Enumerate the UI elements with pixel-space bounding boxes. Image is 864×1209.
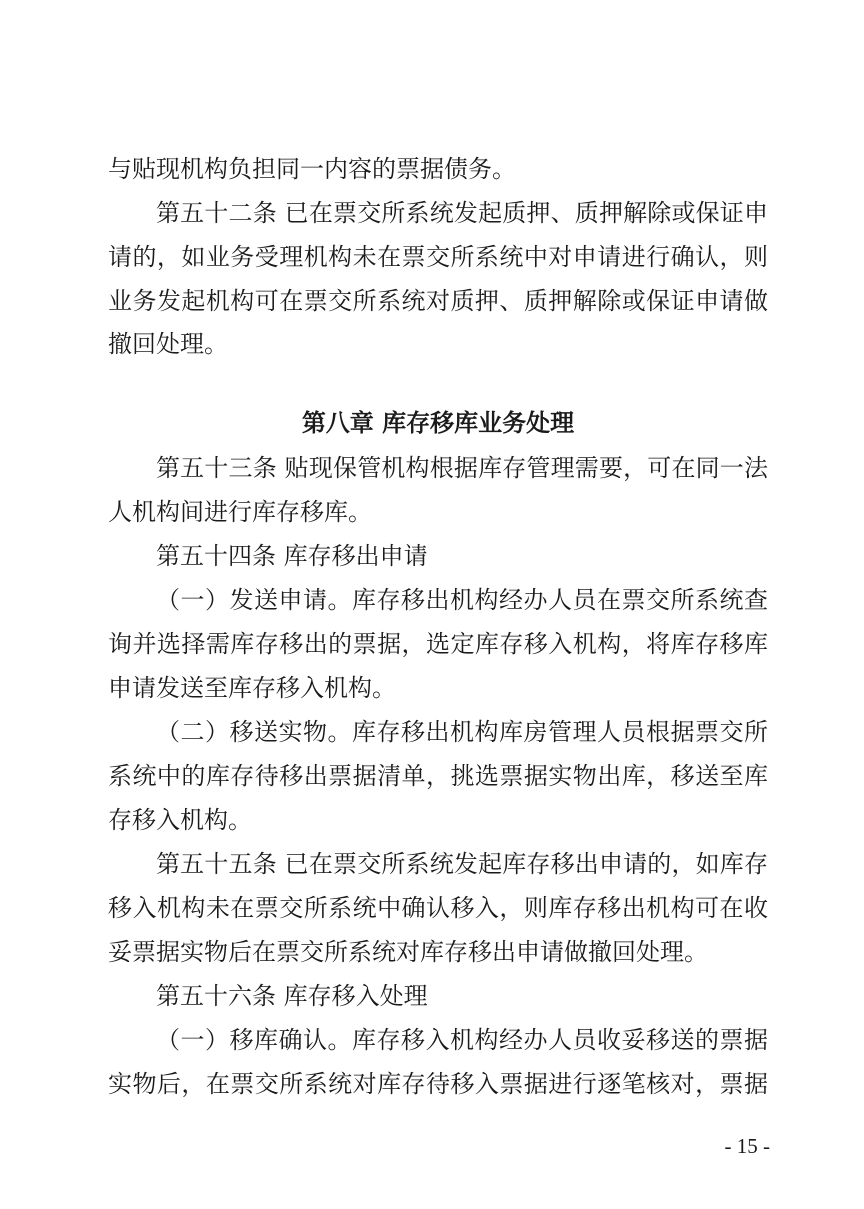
text-line: 申请发送至库存移入机构。 xyxy=(108,674,396,702)
article-54-line: 第五十四条 库存移出申请 xyxy=(156,542,428,570)
chapter-heading: 第八章 库存移库业务处理 xyxy=(301,409,575,437)
text-line: 移入机构未在票交所系统中确认移入，则库存移出机构可在收 xyxy=(108,894,768,922)
text-line: 系统中的库存待移出票据清单，挑选票据实物出库，移送至库 xyxy=(108,762,768,790)
clause-line: （一）移库确认。库存移入机构经办人员收妥移送的票据 xyxy=(156,1026,768,1054)
text-line: 业务发起机构可在票交所系统对质押、质押解除或保证申请做 xyxy=(108,287,768,315)
article-55-line: 第五十五条 已在票交所系统发起库存移出申请的，如库存 xyxy=(156,850,768,878)
article-56-line: 第五十六条 库存移入处理 xyxy=(156,982,428,1010)
clause-line: （一）发送申请。库存移出机构经办人员在票交所系统查 xyxy=(156,586,768,614)
page-number: - 15 - xyxy=(724,1134,770,1158)
text-line: 存移入机构。 xyxy=(108,806,252,834)
text-line: 与贴现机构负担同一内容的票据债务。 xyxy=(108,155,516,183)
text-line: 请的，如业务受理机构未在票交所系统中对申请进行确认，则 xyxy=(108,243,768,271)
article-52-line: 第五十二条 已在票交所系统发起质押、质押解除或保证申 xyxy=(156,199,768,227)
text-line: 妥票据实物后在票交所系统对库存移出申请做撤回处理。 xyxy=(108,938,708,966)
text-line: 实物后，在票交所系统对库存待移入票据进行逐笔核对，票据 xyxy=(108,1070,768,1098)
text-line: 撤回处理。 xyxy=(108,330,228,358)
article-53-line: 第五十三条 贴现保管机构根据库存管理需要，可在同一法 xyxy=(156,454,768,482)
text-line: 人机构间进行库存移库。 xyxy=(108,498,372,526)
text-line: 询并选择需库存移出的票据，选定库存移入机构，将库存移库 xyxy=(108,630,768,658)
clause-line: （二）移送实物。库存移出机构库房管理人员根据票交所 xyxy=(156,718,768,746)
